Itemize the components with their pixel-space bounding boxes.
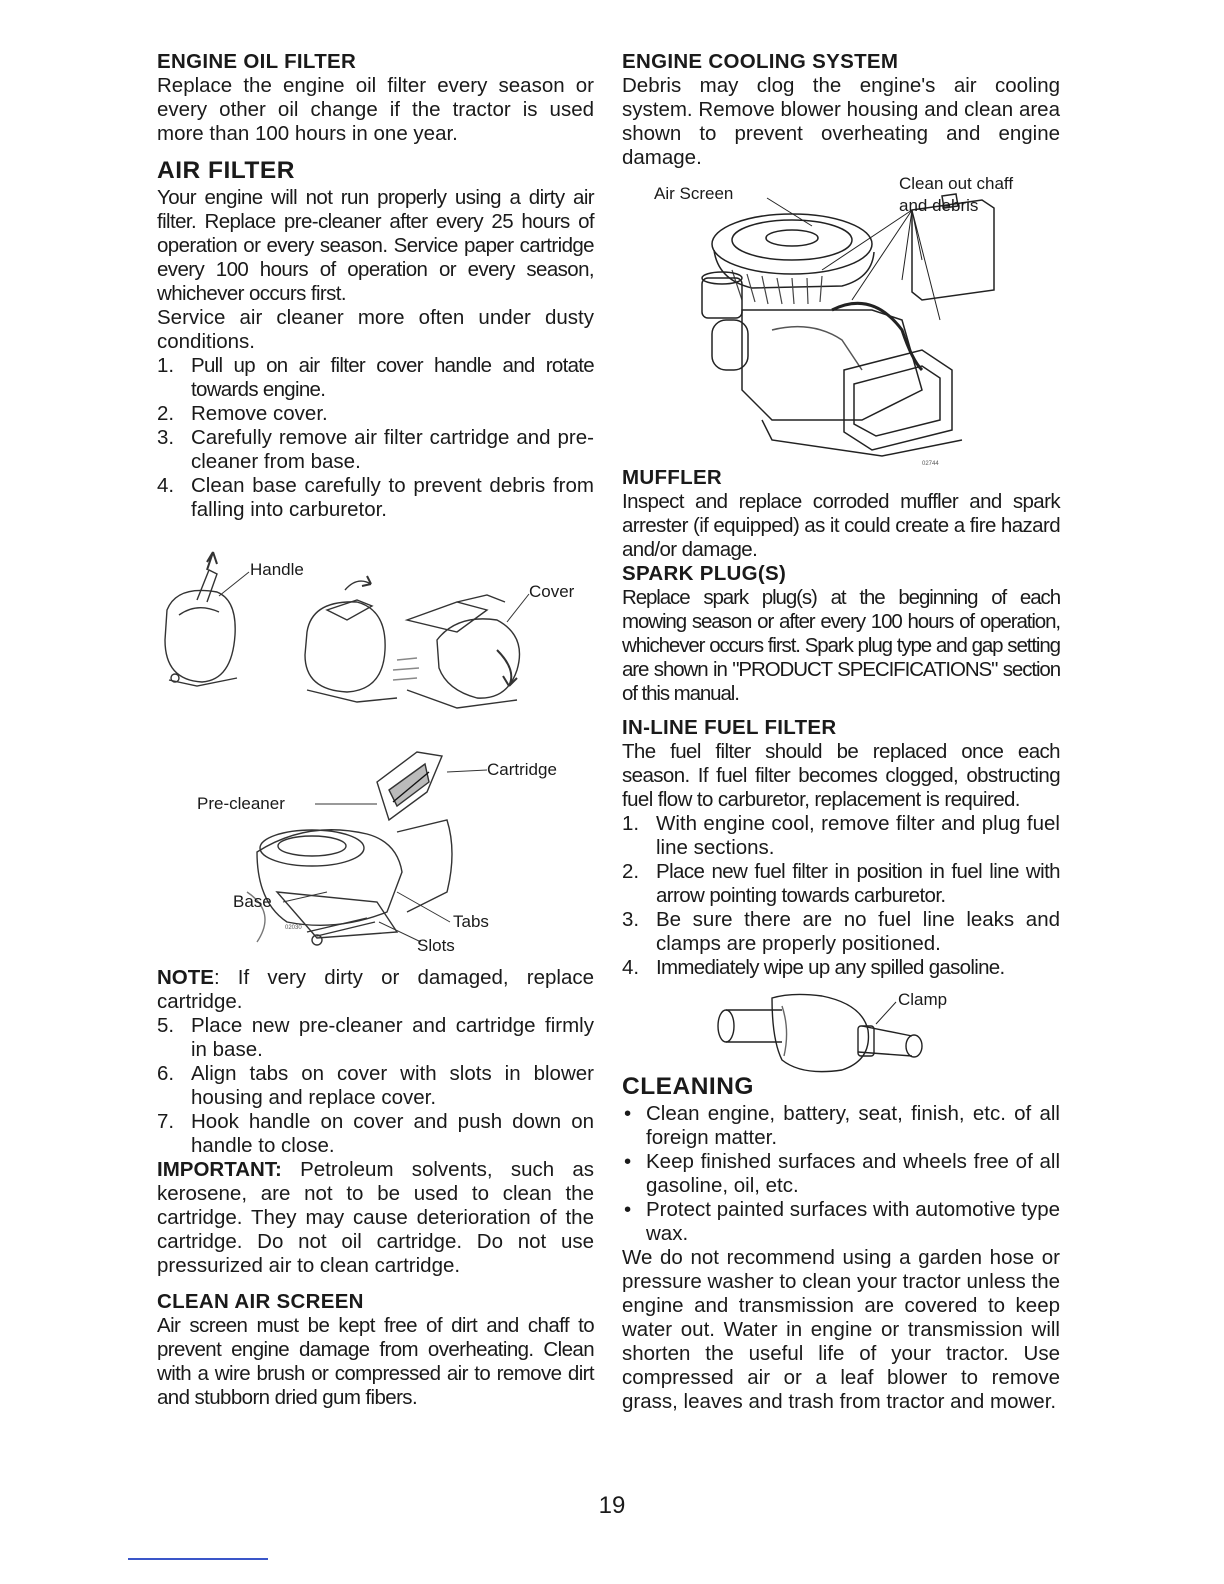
in-line-fuel-filter-heading: IN-LINE FUEL FILTER xyxy=(622,716,837,739)
pre-cleaner-label: Pre-cleaner xyxy=(197,794,285,813)
air-filter-steps xyxy=(157,354,594,522)
cleaning-text: We do not recommend using a garden hose or pressure washer to clean your tractor unless the engine and transmission are covered to keep water out. Water in engine or transmission will shorten the useful life of your tractor. Use compressed air or a leaf blower to remove grass, leaves and trash from tractor and mower. xyxy=(622,1246,1060,1413)
air-filter-parts-figure xyxy=(157,742,594,960)
engine-oil-filter-text: Replace the engine oil filter every season or every other oil change if the tractor is used more than 100 hours in one year. xyxy=(157,74,594,145)
important-text: IMPORTANT: Petroleum solvents, such as kerosene, are not to be used to clean the cartridge. They may cause deterioration of the cartridge. Do not oil cartridge. Do not use pressurized air to clean cartridge. xyxy=(157,1158,594,1277)
engine-oil-filter-heading: ENGINE OIL FILTER xyxy=(157,50,357,73)
engine-illustration xyxy=(622,170,1060,466)
figure-code: 02030 xyxy=(285,925,302,931)
list-item: 7. Hook handle on cover and push down on handle to close. xyxy=(157,1110,594,1157)
list-item: • Keep finished surfaces and wheels free of all gasoline, oil, etc. xyxy=(624,1150,1060,1197)
clean-air-screen-heading: CLEAN AIR SCREEN xyxy=(157,1290,364,1313)
handle-label: Handle xyxy=(250,560,304,579)
air-filter-steps-continued xyxy=(157,1014,594,1158)
important-label: IMPORTANT: xyxy=(157,1158,282,1181)
engine-cooling-figure xyxy=(622,170,1060,466)
spark-plugs-heading: SPARK PLUG(S) xyxy=(622,562,787,585)
tabs-label: Tabs xyxy=(453,912,489,931)
air-filter-dusty-text: Service air cleaner more often under dusty conditions. xyxy=(157,306,594,353)
page-number: 19 xyxy=(598,1492,626,1519)
and-debris-label: and debris xyxy=(899,196,979,215)
list-item: 4. Clean base carefully to prevent debris from falling into carburetor. xyxy=(157,474,594,521)
engine-cooling-text: Debris may clog the engine's air cooling system. Remove blower housing and clean area shown to prevent overheating and engine damage. xyxy=(622,74,1060,169)
cover-label: Cover xyxy=(529,582,575,601)
in-line-fuel-filter-text: The fuel filter should be replaced once each season. If fuel filter becomes clogged, obstructing fuel flow to carburetor, replacement is required. xyxy=(622,740,1060,811)
muffler-text: Inspect and replace corroded muffler and spark arrester (if equipped) as it could create a fire hazard and/or damage. xyxy=(622,490,1060,561)
list-item: 2. Place new fuel filter in position in fuel line with arrow pointing towards carburetor. xyxy=(622,860,1060,907)
engine-cooling-heading: ENGINE COOLING SYSTEM xyxy=(622,50,899,73)
air-filter-text: Your engine will not run properly using a dirty air filter. Replace pre-cleaner after every 25 hours of operation or every season. Service paper cartridge every 100 hours of operation or every season, whichever occurs first. xyxy=(157,186,594,305)
cleaning-bullets xyxy=(622,1102,1060,1246)
air-filter-heading: AIR FILTER xyxy=(157,157,295,184)
callout-lines xyxy=(157,540,594,730)
note-text: NOTE: If very dirty or damaged, replace cartridge. xyxy=(157,966,594,1013)
base-label: Base xyxy=(233,892,272,911)
list-item: • Protect painted surfaces with automotive type wax. xyxy=(624,1198,1060,1245)
list-item: 6. Align tabs on cover with slots in blower housing and replace cover. xyxy=(157,1062,594,1109)
air-screen-label: Air Screen xyxy=(654,184,734,203)
list-item: 5. Place new pre-cleaner and cartridge firmly in base. xyxy=(157,1014,594,1061)
list-item: 1. Pull up on air filter cover handle and rotate towards engine. xyxy=(157,354,594,401)
fuel-filter-figure xyxy=(622,990,1060,1072)
list-item: 2. Remove cover. xyxy=(157,402,328,425)
slots-label: Slots xyxy=(417,936,455,955)
note-label: NOTE xyxy=(157,966,214,989)
clean-air-screen-text: Air screen must be kept free of dirt and chaff to prevent engine damage from overheating. Clean with a wire brush or compressed air to remove dirt and stubborn dried gum fibers. xyxy=(157,1314,594,1409)
cleaning-heading: CLEANING xyxy=(622,1073,754,1100)
fuel-filter-illustration xyxy=(622,990,1060,1072)
footer-rule xyxy=(128,1558,268,1560)
clamp-label: Clamp xyxy=(898,990,948,1009)
clean-out-chaff-label: Clean out chaff xyxy=(899,174,1014,193)
cartridge-label: Cartridge xyxy=(487,760,557,779)
list-item: 3. Be sure there are no fuel line leaks and clamps are properly positioned. xyxy=(622,908,1060,955)
figure-code: 02744 xyxy=(922,461,939,467)
spark-plugs-text: Replace spark plug(s) at the beginning of each mowing season or after every 100 hours of operation, whichever occurs first. Spark plug type and gap setting are shown in "PRODUCT SPECIFICATIONS" section of this manual. xyxy=(622,586,1060,705)
fuel-filter-steps xyxy=(622,812,1060,980)
air-filter-cover-figure xyxy=(157,540,594,730)
list-item: 3. Carefully remove air filter cartridge and pre-cleaner from base. xyxy=(157,426,594,473)
list-item: 4. Immediately wipe up any spilled gasoline. xyxy=(622,956,1005,979)
muffler-heading: MUFFLER xyxy=(622,466,723,489)
left-column xyxy=(157,50,594,1410)
list-item: 1. With engine cool, remove filter and plug fuel line sections. xyxy=(622,812,1060,859)
list-item: • Clean engine, battery, seat, finish, etc. of all foreign matter. xyxy=(624,1102,1060,1149)
right-column xyxy=(622,50,1060,1414)
